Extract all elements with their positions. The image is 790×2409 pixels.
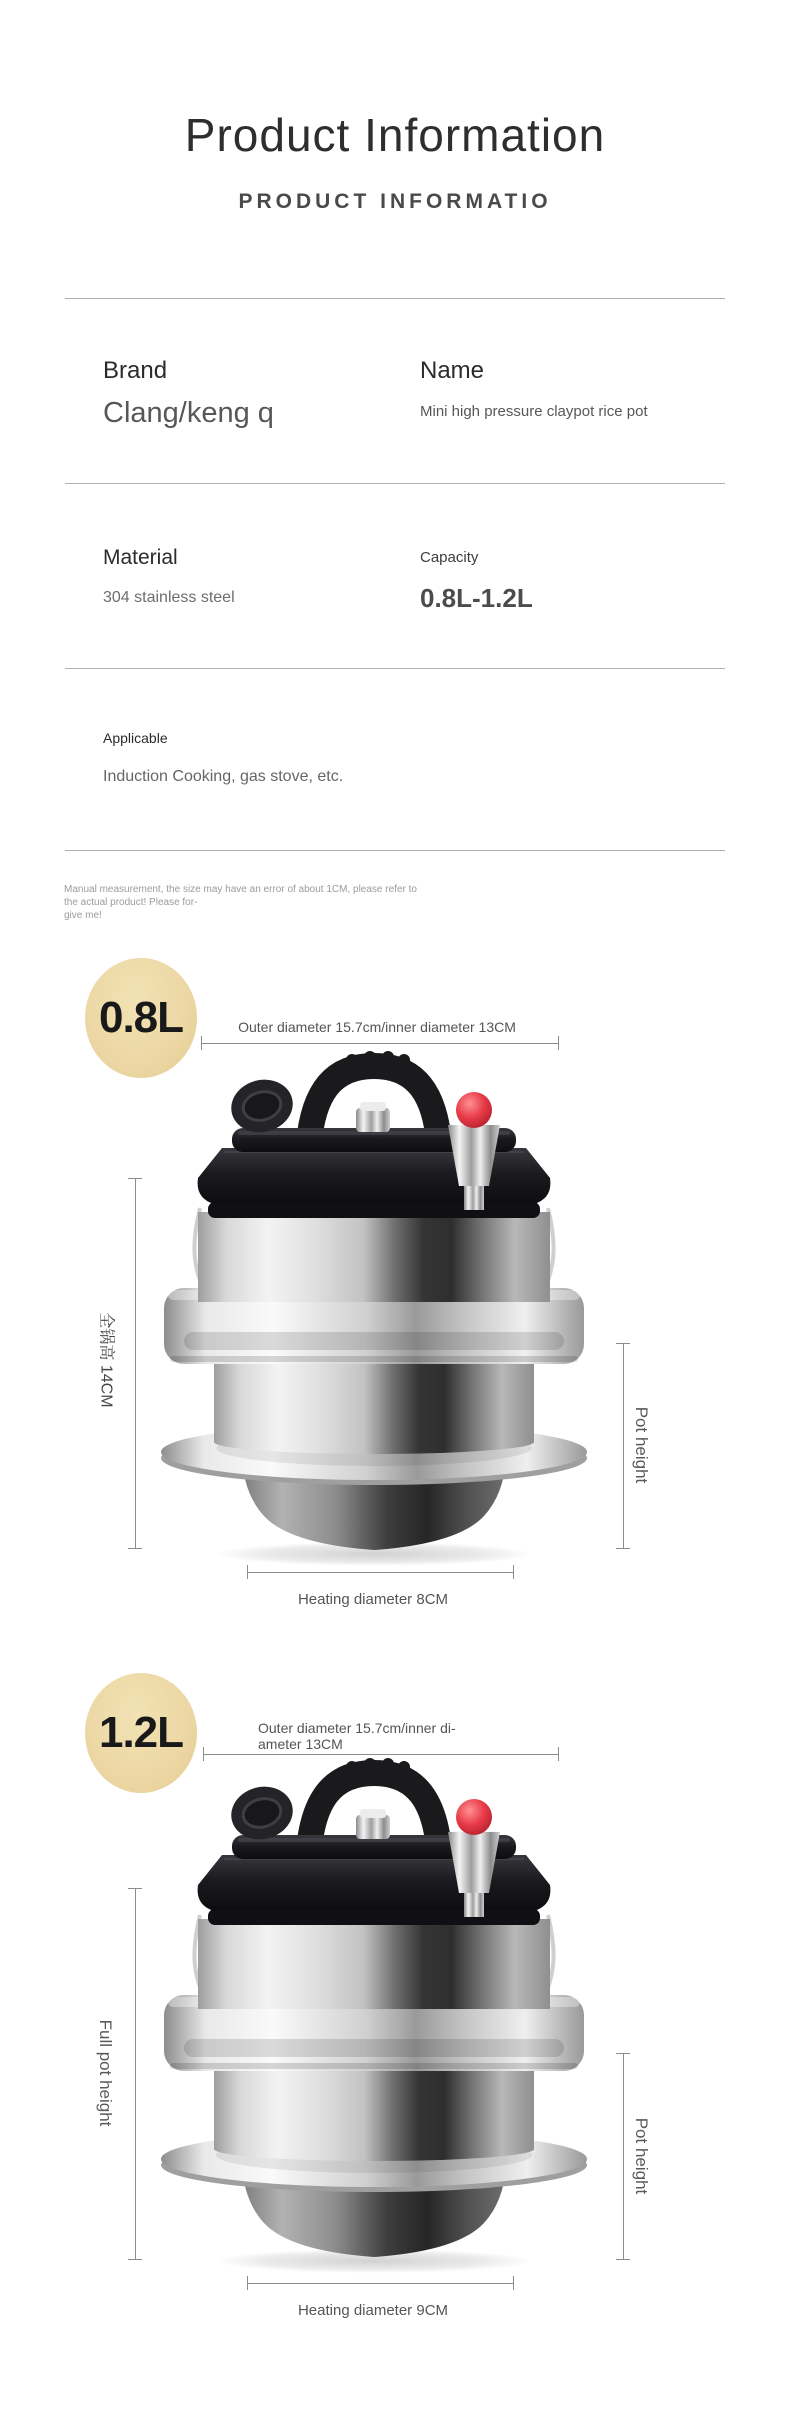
- divider: [65, 483, 725, 484]
- pot-height-label: Pot height: [632, 2117, 651, 2195]
- dim-tick: [616, 1548, 630, 1549]
- outer-diameter-dim-line: [201, 1043, 558, 1044]
- heating-diameter-dim-line: [247, 1572, 513, 1573]
- dim-tick: [616, 1343, 630, 1344]
- material-label: Material: [103, 546, 178, 569]
- outer-diameter-annotation: Outer diameter 15.7cm/inner diameter 13CM: [238, 1019, 516, 1035]
- dim-tick: [247, 1565, 248, 1579]
- size-badge-label: 1.2L: [98, 1708, 184, 1757]
- material-value: 304 stainless steel: [103, 589, 235, 606]
- dim-tick: [513, 2276, 514, 2290]
- pressure-cooker-image-1-2l: [158, 1753, 598, 2273]
- pot-height-dim-line: [623, 2053, 624, 2259]
- full-pot-height-label: 全锅高 14CM: [97, 1312, 115, 1408]
- applicable-value: Induction Cooking, gas stove, etc.: [103, 768, 344, 785]
- outer-diameter-line2: ameter 13CM: [258, 1736, 343, 1752]
- dim-tick: [128, 1888, 142, 1889]
- disclaimer-text: [64, 883, 424, 922]
- disclaimer-line2: give me!: [64, 910, 102, 921]
- dim-tick: [513, 1565, 514, 1579]
- heating-diameter-annotation: Heating diameter 8CM: [297, 1591, 449, 1608]
- disclaimer-line1: Manual measurement, the size may have an error of about 1CM, please refer to the actual product! Please for-: [64, 884, 417, 908]
- pot-height-dim-line: [623, 1343, 624, 1548]
- dim-tick: [128, 1548, 142, 1549]
- divider: [65, 850, 725, 851]
- pressure-cooker-image-0-8l: [158, 1046, 598, 1566]
- divider: [65, 668, 725, 669]
- capacity-label: Capacity: [420, 549, 479, 566]
- heating-diameter-dim-line: [247, 2283, 513, 2284]
- name-value: Mini high pressure claypot rice pot: [420, 403, 648, 420]
- capacity-value: 0.8L-1.2L: [420, 583, 533, 613]
- dim-tick: [247, 2276, 248, 2290]
- dim-tick: [128, 2259, 142, 2260]
- full-pot-height-label: Full pot height: [96, 2019, 115, 2127]
- page-title: Product Information: [184, 109, 606, 161]
- size-badge-label: 0.8L: [98, 993, 184, 1042]
- dim-tick: [616, 2053, 630, 2054]
- pot-height-label: Pot height: [632, 1406, 651, 1484]
- dim-tick: [616, 2259, 630, 2260]
- brand-value: Clang/keng q: [103, 397, 274, 429]
- heating-diameter-annotation: Heating diameter 9CM: [297, 2302, 449, 2319]
- outer-diameter-line1: Outer diameter 15.7cm/inner di-: [258, 1720, 456, 1736]
- full-height-dim-line: [135, 1178, 136, 1548]
- divider: [65, 298, 725, 299]
- outer-diameter-annotation: [258, 1720, 538, 1752]
- page-subtitle: PRODUCT INFORMATIO: [238, 190, 552, 213]
- full-height-dim-line: [135, 1888, 136, 2259]
- brand-label: Brand: [103, 357, 168, 384]
- name-label: Name: [420, 357, 485, 384]
- dim-tick: [128, 1178, 142, 1179]
- applicable-label: Applicable: [103, 730, 168, 746]
